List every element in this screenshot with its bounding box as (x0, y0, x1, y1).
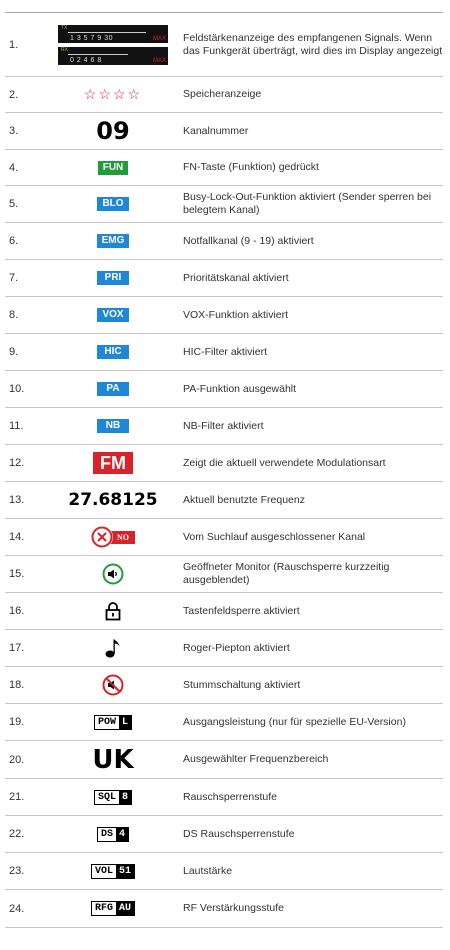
row-number: 21. (9, 791, 25, 803)
table-row (5, 113, 443, 150)
frequency-display-icon: 27.68125 (68, 490, 158, 510)
row-description: Zeigt die aktuell verwendete Modulationsart (183, 456, 386, 469)
row-description: Feldstärkenanzeige des empfangenen Signals. Wenn das Funkgerät überträgt, wird dies im Display angezeigt (183, 31, 443, 57)
lock-icon (105, 601, 121, 621)
table-row (5, 297, 443, 334)
table-row (5, 704, 443, 741)
pri-badge-icon: PRI (97, 271, 129, 285)
table-row (5, 13, 443, 77)
row-number: 6. (9, 235, 19, 247)
row-description: Kanalnummer (183, 124, 249, 137)
row-number: 5. (9, 198, 19, 210)
row-description: FN-Taste (Funktion) gedrückt (183, 161, 319, 173)
row-description: Notfallkanal (9 - 19) aktiviert (183, 234, 314, 247)
rf-gain-level-icon: RFG AU (91, 901, 135, 916)
row-number: 11. (9, 420, 24, 432)
table-row (5, 741, 443, 779)
table-row (5, 260, 443, 297)
signal-meter-icon (49, 23, 177, 67)
row-number: 20. (9, 753, 25, 766)
table-row (5, 630, 443, 667)
power-level-icon: POW L (94, 715, 132, 730)
ds-squelch-level-icon: DS 4 (97, 827, 129, 842)
row-number: 12. (9, 457, 25, 469)
row-description: Aktuell benutzte Frequenz (183, 493, 305, 506)
table-row (5, 667, 443, 704)
row-number: 14. (9, 531, 25, 543)
pa-badge-icon: PA (97, 382, 129, 396)
fm-badge-icon: FM (93, 452, 133, 474)
row-number: 9. (9, 346, 19, 358)
fun-badge-icon: FUN (98, 161, 129, 175)
row-description: HIC-Filter aktiviert (183, 345, 268, 358)
table-row (5, 186, 443, 223)
table-row (5, 890, 443, 928)
table-row (5, 853, 443, 890)
row-description: Lautstärke (183, 864, 233, 877)
table-row (5, 334, 443, 371)
tx-meter: TX 1 3 5 7 9 30 MAX (58, 25, 168, 43)
row-description: Prioritätskanal aktiviert (183, 271, 289, 284)
row-description: DS Rauschsperrenstufe (183, 827, 295, 840)
row-number: 1. (9, 38, 19, 51)
display-symbols-table (5, 12, 443, 928)
monitor-speaker-icon (102, 563, 124, 585)
scan-excluded-icon: NO (91, 526, 135, 548)
row-number: 4. (9, 161, 19, 174)
row-number: 24. (9, 902, 25, 915)
row-description: Tastenfeldsperre aktiviert (183, 604, 300, 617)
mute-speaker-icon (102, 674, 124, 696)
row-number: 13. (9, 494, 25, 506)
table-row (5, 482, 443, 519)
table-row (5, 519, 443, 556)
table-row (5, 371, 443, 408)
blo-badge-icon: BLO (97, 197, 129, 211)
row-number: 17. (9, 642, 25, 654)
row-number: 16. (9, 605, 25, 617)
table-row (5, 408, 443, 445)
channel-number-icon: 09 (96, 117, 130, 145)
table-row (5, 77, 443, 113)
row-number: 7. (9, 272, 19, 284)
row-description: Geöffneter Monitor (Rauschsperre kurzzeitig ausgeblendet) (183, 561, 390, 586)
row-description: Roger-Piepton aktiviert (183, 641, 290, 654)
vox-badge-icon: VOX (97, 308, 129, 322)
squelch-level-icon: SQL 8 (94, 790, 132, 805)
row-description: Vom Suchlauf ausgeschlossener Kanal (183, 530, 366, 543)
row-number: 10. (9, 383, 25, 395)
table-row (5, 816, 443, 853)
memory-stars-icon: ☆☆☆☆ (83, 86, 143, 102)
row-description: Stummschaltung aktiviert (183, 678, 301, 691)
row-description: VOX-Funktion aktiviert (183, 308, 289, 321)
row-description: PA-Funktion ausgewählt (183, 382, 297, 395)
volume-level-icon: VOL 51 (91, 864, 135, 879)
row-number: 3. (9, 125, 19, 137)
table-row (5, 556, 443, 593)
music-note-icon (104, 637, 122, 659)
row-description: Ausgewählter Frequenzbereich (183, 753, 329, 765)
row-number: 15. (9, 568, 25, 580)
table-row (5, 150, 443, 186)
row-number: 19. (9, 716, 25, 728)
rx-meter: RX 0 2 4 6 8 MAX (58, 47, 168, 65)
row-number: 22. (9, 828, 25, 840)
row-description: Ausgangsleistung (nur für spezielle EU-Version) (183, 715, 406, 728)
table-row (5, 593, 443, 630)
row-description: RF Verstärkungsstufe (183, 902, 284, 914)
table-row (5, 223, 443, 260)
row-number: 23. (9, 865, 25, 877)
row-number: 8. (9, 309, 19, 321)
row-description: Rauschsperrenstufe (183, 790, 277, 803)
row-number: 2. (9, 88, 19, 101)
emg-badge-icon: EMG (97, 234, 130, 248)
nb-badge-icon: NB (97, 419, 129, 433)
cross-circle-icon (91, 526, 113, 548)
row-number: 18. (9, 679, 25, 691)
frequency-band-icon: UK (92, 744, 134, 775)
table-row (5, 779, 443, 816)
row-description: Speicheranzeige (183, 88, 262, 100)
table-row (5, 445, 443, 482)
hic-badge-icon: HIC (97, 345, 129, 359)
row-description: NB-Filter aktiviert (183, 419, 264, 432)
row-description: Busy-Lock-Out-Funktion aktiviert (Sender sperren bei belegtem Kanal) (183, 191, 432, 216)
